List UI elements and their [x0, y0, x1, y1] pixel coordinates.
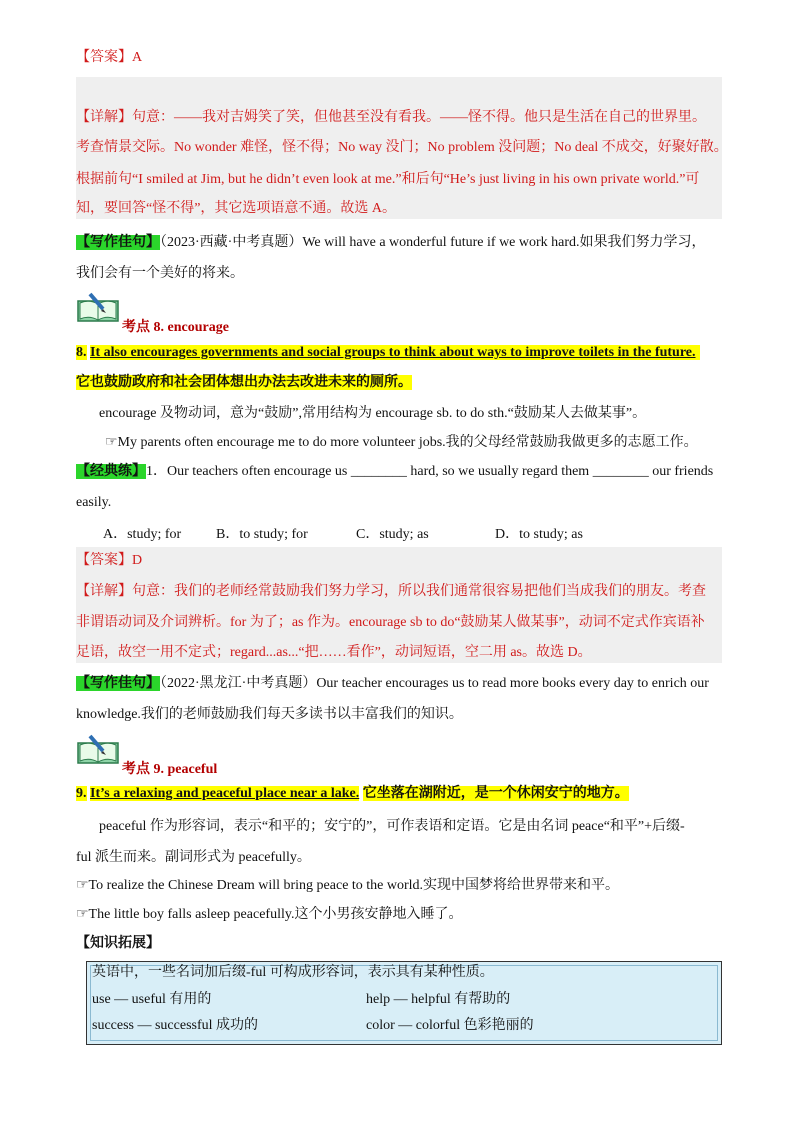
answer-tag: 【答案】 — [76, 553, 132, 568]
knowledge-pair-4: color — colorful 色彩艳丽的 — [366, 1018, 534, 1033]
knowledge-pair-1: use — useful 有用的 — [92, 992, 212, 1007]
example-9-1: ☞To realize the Chinese Dream will bring peace to the world.实现中国梦将给世界带来和平。 — [76, 878, 620, 893]
sentence-chinese: 它坐落在湖附近，是一个休闲安宁的地方。 — [362, 786, 629, 801]
detail-2-line-2: 非谓语动词及介词辨析。for 为了；as 作为。encourage sb to do“鼓励某人做某事”，动词不定式作宾语补 — [76, 615, 705, 630]
answer-tag: 【答案】 — [76, 50, 132, 65]
detail-2-line-3: 足语，故空一用不定式；regard...as...“把……看作”，动词短语，空二用 as。故选 D。 — [76, 645, 592, 660]
knowledge-pair-3: success — successful 成功的 — [92, 1018, 259, 1033]
detail-text: 句意：——我对吉姆笑了笑，但他甚至没有看我。——怪不得。他只是生活在自己的世界里。 — [132, 110, 706, 125]
practice-question — [76, 462, 713, 482]
key-sentence-8 — [76, 343, 700, 363]
detail-2-line-1 — [76, 582, 706, 602]
option-d: D．to study; as — [495, 527, 583, 542]
detail-line-2: 考查情景交际。No wonder 难怪，怪不得；No way 没门；No problem 没问题；No deal 不成交，好聚好散。 — [76, 140, 728, 155]
detail-tag: 【详解】 — [76, 584, 132, 599]
detail-text: 句意：我们的老师经常鼓励我们努力学习，所以我们通常很容易把他们当成我们的朋友。考查 — [132, 584, 706, 599]
explain-9-line-2: ful 派生而来。副词形式为 peacefully。 — [76, 850, 311, 865]
writing-tag: 【写作佳句】 — [76, 676, 160, 691]
option-a: A．study; for — [103, 527, 182, 542]
answer-line-1 — [76, 48, 142, 68]
practice-tag: 【经典练】 — [76, 464, 146, 479]
detail-tag: 【详解】 — [76, 110, 132, 125]
practice-question-cont: easily. — [76, 495, 112, 510]
sentence-chinese: 它也鼓励政府和社会团体想出办法去改进未来的厕所。 — [76, 375, 412, 390]
kaodian-9-label: 考点 9. peaceful — [122, 762, 218, 777]
kaodian-8-label: 考点 8. encourage — [122, 320, 229, 335]
practice-question-text: 1．Our teachers often encourage us ________ hard, so we usually regard them ________ our friends — [146, 464, 714, 479]
sentence-english: It also encourages governments and social groups to think about ways to improve toilets in the future. — [90, 345, 696, 360]
sentence-number: 9. — [76, 786, 87, 801]
writing-sentence-1-cont: 我们会有一个美好的将来。 — [76, 266, 244, 281]
book-pencil-icon — [76, 733, 120, 765]
book-pencil-icon — [76, 291, 120, 323]
detail-line-4: 知，要回答“怪不得”，其它选项语意不通。故选 A。 — [76, 201, 397, 216]
writing-text: （2022·黑龙江·中考真题）Our teacher encourages us to read more books every day to enrich our — [160, 676, 709, 691]
example-8-1: ☞My parents often encourage me to do more volunteer jobs.我的父母经常鼓励我做更多的志愿工作。 — [105, 435, 698, 450]
example-9-2: ☞The little boy falls asleep peacefully.这个小男孩安静地入睡了。 — [76, 907, 463, 922]
detail-line-1 — [76, 108, 706, 128]
writing-text: （2023·西藏·中考真题）We will have a wonderful future if we work hard.如果我们努力学习， — [160, 235, 706, 250]
writing-sentence-2 — [76, 674, 709, 694]
option-c: C．study; as — [356, 527, 429, 542]
knowledge-title: 【知识拓展】 — [76, 936, 160, 951]
option-b: B．to study; for — [216, 527, 308, 542]
detail-line-3: 根据前句“I smiled at Jim, but he didn’t even look at me.”和后句“He’s just living in his own private world.”可 — [76, 172, 700, 187]
sentence-number: 8. — [76, 345, 87, 360]
explain-9-line-1: peaceful 作为形容词，表示“和平的；安宁的”，可作表语和定语。它是由名词 peace“和平”+后缀- — [99, 819, 685, 834]
sentence-english: It’s a relaxing and peaceful place near a lake. — [90, 786, 360, 801]
key-sentence-9 — [76, 784, 629, 804]
answer-line-2 — [76, 551, 142, 571]
writing-tag: 【写作佳句】 — [76, 235, 160, 250]
writing-sentence-1 — [76, 233, 706, 253]
writing-sentence-2-cont: knowledge.我们的老师鼓励我们每天多读书以丰富我们的知识。 — [76, 707, 463, 722]
key-sentence-8-cn — [76, 373, 412, 393]
knowledge-pair-2: help — helpful 有帮助的 — [366, 992, 511, 1007]
answer-value: D — [132, 553, 143, 568]
explain-8-line-1: encourage 及物动词，意为“鼓励”,常用结构为 encourage sb. to do sth.“鼓励某人去做某事”。 — [99, 406, 647, 421]
knowledge-intro: 英语中，一些名词加后缀-ful 可构成形容词，表示具有某种性质。 — [92, 965, 494, 980]
answer-value: A — [132, 50, 143, 65]
